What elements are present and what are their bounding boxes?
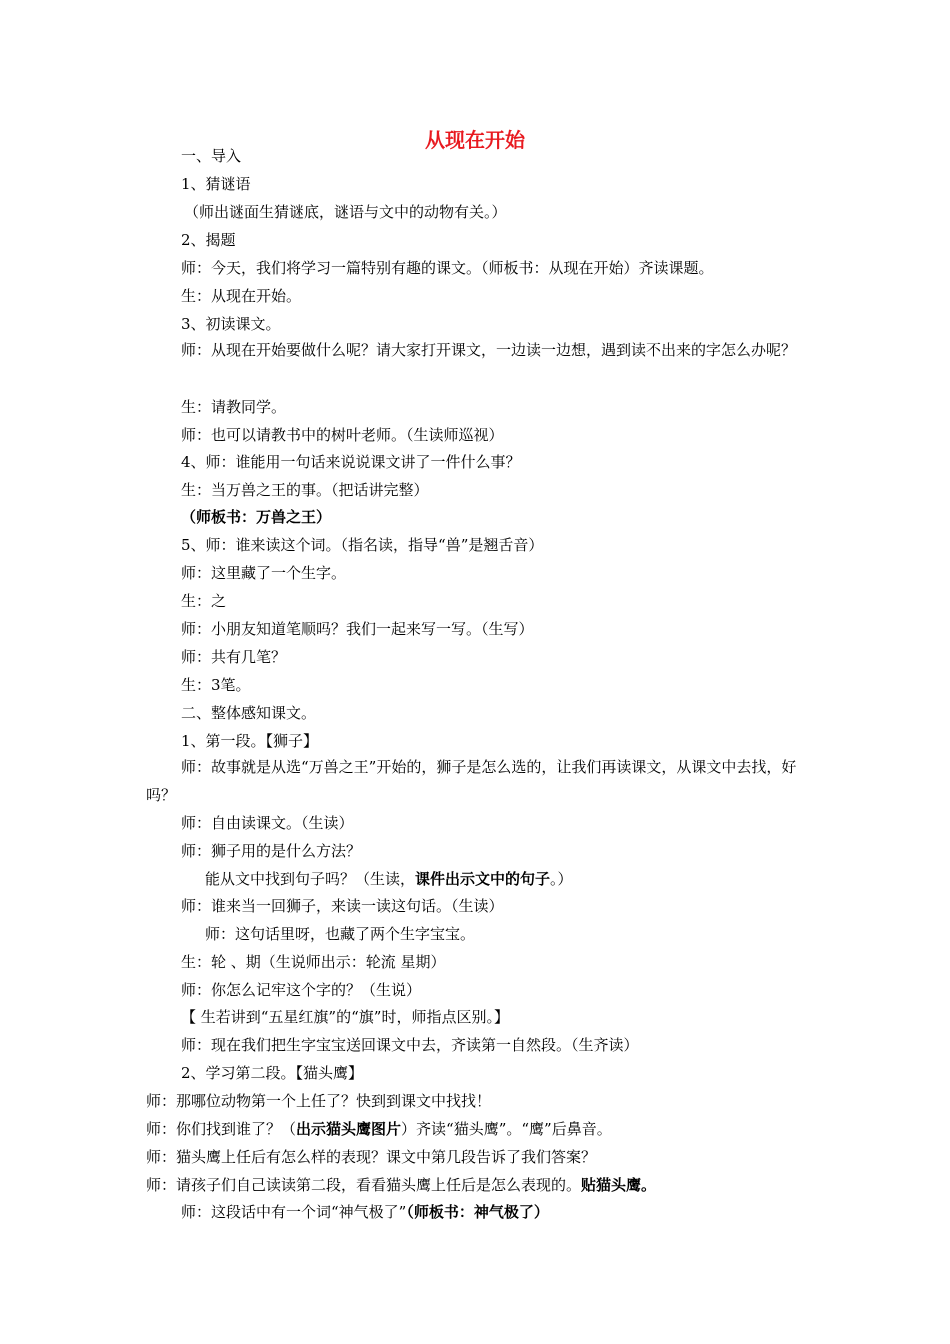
paragraph: 师：这里藏了一个生字。 [181,564,347,582]
paragraph: 师：今天，我们将学习一篇特别有趣的课文。（师板书：从现在开始）齐读课题。 [181,259,714,277]
paragraph-text: ）齐读“猫头鹰”。“鹰”后鼻音。 [401,1120,612,1138]
section-heading: 一、导入 [181,147,242,165]
paragraph: 师：这句话里呀，也藏了两个生字宝宝。 [205,925,476,943]
paragraph: 师：也可以请教书中的树叶老师。（生读师巡视） [181,426,504,444]
paragraph [146,1119,612,1139]
paragraph-text: 师：这段话中有一个词“神气极了” [181,1203,407,1221]
emphasis-text: 课件出示文中的句子 [415,870,551,888]
paragraph: 5、师：谁来读这个词。（指名读，指导“兽”是翘舌音） [181,536,544,554]
paragraph: （师出谜面生猜谜底，谜语与文中的动物有关。） [184,203,507,221]
wrapped-paragraph [146,336,806,364]
paragraph: 生：之 [181,592,227,610]
paragraph: 3、初读课文。 [181,315,281,333]
section-heading: 二、整体感知课文。 [181,704,317,722]
paragraph-text: 师：你们找到谁了？（ [146,1120,297,1138]
paragraph: 1、猜谜语 [181,175,251,193]
paragraph: 4、师：谁能用一句话来说说课文讲了一件什么事？ [181,453,521,471]
paragraph: 生：当万兽之王的事。（把话讲完整） [181,481,429,499]
emphasis-text: 出示猫头鹰图片 [296,1120,402,1138]
paragraph: 师：现在我们把生字宝宝送回课文中去，齐读第一自然段。（生齐读） [181,1036,639,1054]
paragraph: 师：谁来当一回狮子，来读一读这句话。（生读） [181,897,504,915]
board-note: （师板书：神气极了） [406,1203,549,1221]
paragraph-text: 师：故事就是从选“万兽之王”开始的，狮子是怎么选的，让我们再读课文，从课文中去找，好吗？ [146,758,797,804]
paragraph: 师：狮子用的是什么方法？ [181,842,362,860]
paragraph: 2、揭题 [181,231,236,249]
section-heading: 2、学习第二段。【猫头鹰】 [181,1064,364,1082]
paragraph-text: 师：请孩子们自己读读第二段，看看猫头鹰上任后是怎么表现的。 [146,1176,582,1194]
paragraph: 生：从现在开始。 [181,287,302,305]
paragraph-text: 。） [550,870,573,888]
board-note: （师板书：万兽之王） [181,508,332,526]
paragraph: 生：请教同学。 [181,398,287,416]
document-title: 从现在开始 [425,128,525,152]
paragraph: 生：轮 、期（生说师出示：轮流 星期） [181,953,446,971]
paragraph: 1、第一段。【狮子】 [181,732,319,750]
paragraph: 师：猫头鹰上任后有怎么样的表现？课文中第几段告诉了我们答案？ [146,1148,597,1166]
paragraph: 师：小朋友知道笔顺吗？我们一起来写一写。（生写） [181,620,534,638]
paragraph-text: 师：从现在开始要做什么呢？请大家打开课文，一边读一边想，遇到读不出来的字怎么办呢？ [181,341,797,359]
wrapped-paragraph [146,753,806,809]
paragraph [205,869,573,889]
paragraph [146,1175,656,1195]
paragraph: 【 生若讲到“五星红旗”的“旗”时，师指点区别。】 [181,1008,509,1026]
paragraph: 师：你怎么记牢这个字的？（生说） [181,981,422,999]
paragraph: 师：自由读课文。（生读） [181,814,354,832]
paragraph: 师：那哪位动物第一个上任了？快到到课文中找找！ [146,1092,492,1110]
paragraph [181,1202,549,1222]
paragraph: 生：3笔。 [181,676,251,694]
paragraph-text: 能从文中找到句子吗？（生读， [205,870,416,888]
emphasis-text: 贴猫头鹰。 [581,1176,657,1194]
paragraph: 师：共有几笔？ [181,648,287,666]
